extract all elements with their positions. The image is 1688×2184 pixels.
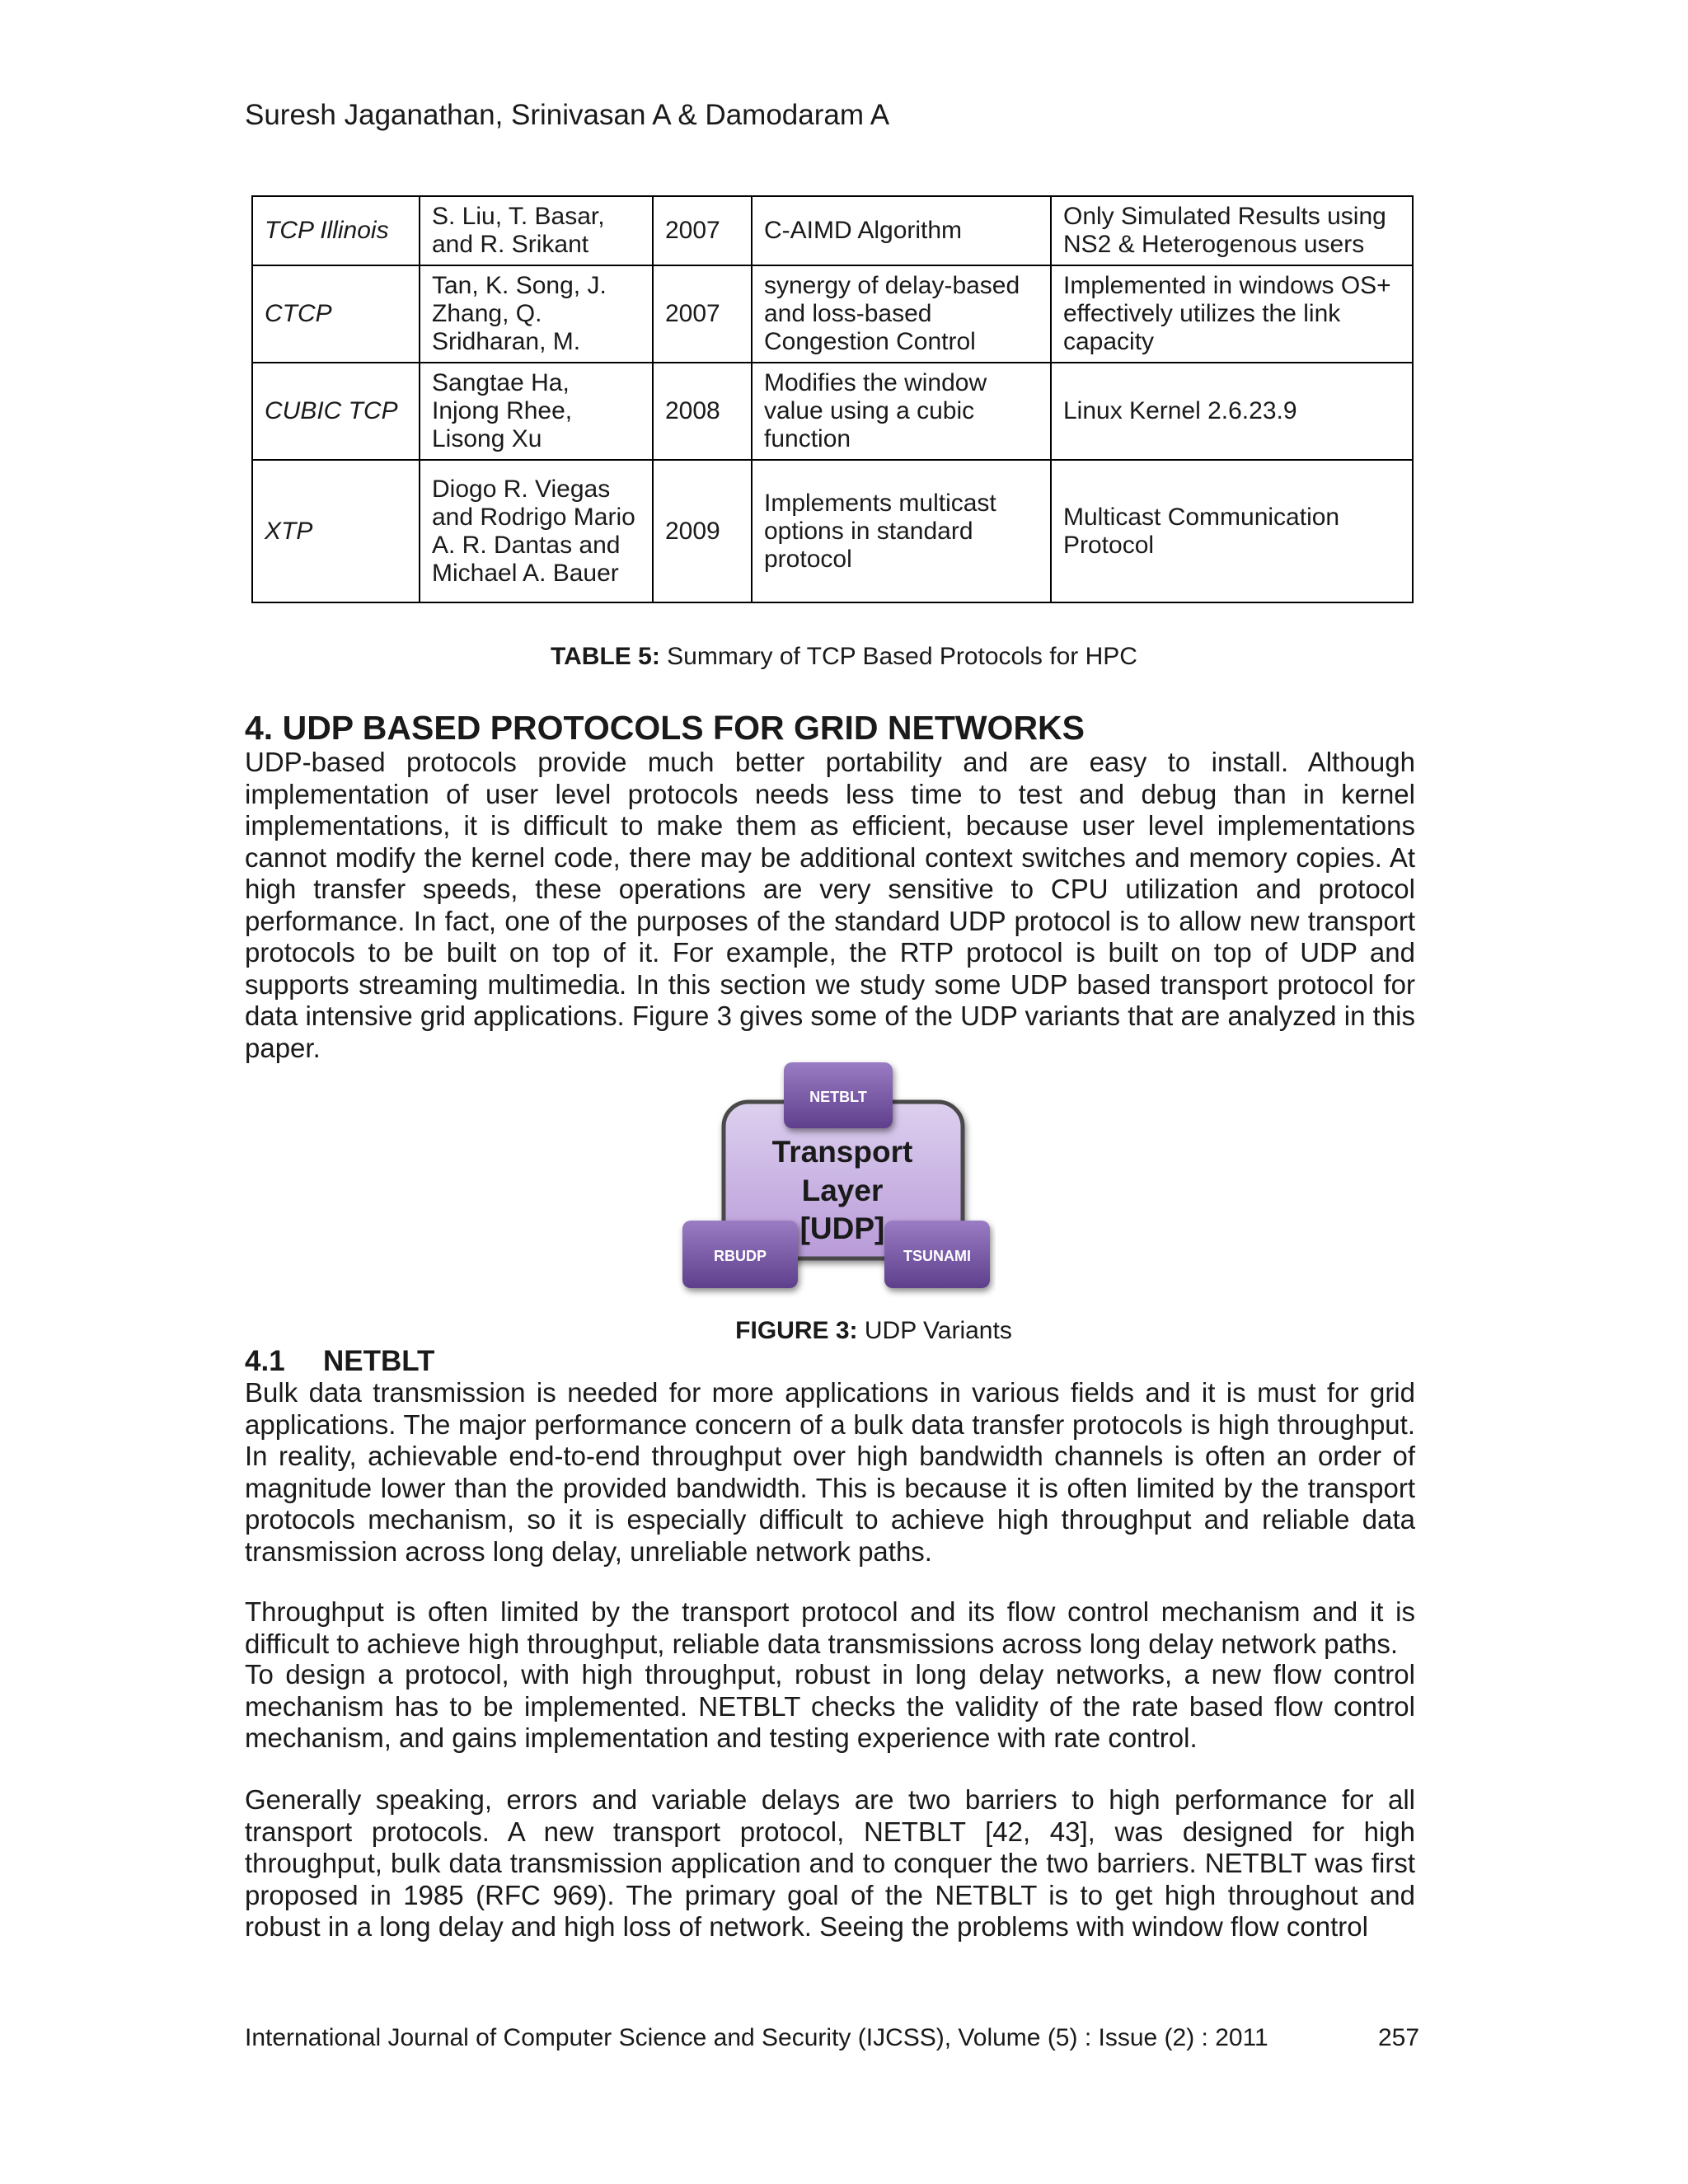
table-row [252,196,1413,265]
approach-cell: synergy of delay-based and loss-based Congestion Control [752,265,1051,363]
table-row [252,363,1413,460]
approach-cell: C-AIMD Algorithm [752,196,1051,265]
notes-cell: Linux Kernel 2.6.23.9 [1051,363,1413,460]
year-cell: 2007 [653,265,752,363]
udp-variants-diagram [674,1059,996,1298]
figure-caption [0,1315,1688,1347]
year-cell: 2009 [653,460,752,602]
protocol-cell: TCP Illinois [252,196,420,265]
year-cell: 2007 [653,196,752,265]
section-4-paragraph: UDP-based protocols provide much better portability and are easy to install. Although implementation of user level protocols needs less time to test and debug than in kernel implementations, it is difficult to make them as efficient, because user level implementations cannot modify the kernel code, there may be additional context switches and memory copies. At high transfer speeds, these operations are very sensitive to CPU utilization and protocol performance. In fact, one of the purposes of the standard UDP protocol is to allow new transport protocols to be built on top of it. For example, the RTP protocol is built on top of UDP and supports streaming multimedia. In this section we study some UDP based transport protocol for data intensive grid applications. Figure 3 gives some of the UDP variants that are analyzed in this paper. [245,747,1415,1063]
rbudp-label: RBUDP [713,1248,767,1264]
page-number: 257 [1378,2024,1420,2051]
table-row [252,460,1413,602]
authors-cell: Tan, K. Song, J. Zhang, Q. Sridharan, M. [420,265,653,363]
section-title: NETBLT [323,1345,435,1377]
approach-cell: Modifies the window value using a cubic function [752,363,1051,460]
netblt-paragraph-1: Bulk data transmission is needed for more applications in various fields and it is must for grid applications. The major performance concern of a bulk data transfer protocols is high throughput. In reality, achievable end-to-end throughput over high bandwidth channels is often an order of magnitude lower than the provided bandwidth. This is because it is often limited by the transport protocols mechanism, so it is especially difficult to achieve high throughput and reliable data transmission across long delay, unreliable network paths. [245,1377,1415,1567]
section-4-1-heading [245,1344,434,1379]
running-header: Suresh Jaganathan, Srinivasan A & Damodaram A [245,99,890,131]
notes-cell: Only Simulated Results using NS2 & Heterogenous users [1051,196,1413,265]
section-4-heading: 4. UDP BASED PROTOCOLS FOR GRID NETWORKS [245,709,1085,747]
journal-footer: International Journal of Computer Science and Security (IJCSS), Volume (5) : Issue (2) : 2011 [245,2024,1268,2051]
authors-cell: S. Liu, T. Basar, and R. Srikant [420,196,653,265]
notes-cell: Implemented in windows OS+ effectively utilizes the link capacity [1051,265,1413,363]
protocol-summary-table [251,195,1414,603]
table-caption-label: TABLE 5: [551,643,660,670]
netblt-paragraph-2: Throughput is often limited by the transport protocol and its flow control mechanism and it is difficult to achieve high throughput, reliable data transmissions across long delay network paths. [245,1596,1415,1659]
figure-caption-label: FIGURE 3: [735,1317,858,1344]
table-caption [0,641,1688,673]
netblt-paragraph-4: Generally speaking, errors and variable delays are two barriers to high performance for all transport protocols. A new transport protocol, NETBLT [42, 43], was designed for high throughput, bulk data transmission application and to conquer the two barriers. NETBLT was first proposed in 1985 (RFC 969). The primary goal of the NETBLT is to get high throughout and robust in a long delay and high loss of network. Seeing the problems with window flow control [245,1784,1415,1942]
netblt-label: NETBLT [809,1089,867,1105]
approach-cell: Implements multicast options in standard protocol [752,460,1051,602]
transport-layer-label: Transport [771,1135,913,1169]
transport-layer-label: Layer [801,1174,884,1207]
table-caption-text: Summary of TCP Based Protocols for HPC [659,643,1137,670]
notes-cell: Multicast Communication Protocol [1051,460,1413,602]
tsunami-label: TSUNAMI [903,1248,971,1264]
protocol-cell: CUBIC TCP [252,363,420,460]
table-row [252,265,1413,363]
transport-layer-label: [UDP] [799,1212,885,1245]
year-cell: 2008 [653,363,752,460]
authors-cell: Sangtae Ha, Injong Rhee, Lisong Xu [420,363,653,460]
figure-caption-text: UDP Variants [857,1317,1012,1344]
netblt-paragraph-3: To design a protocol, with high throughput, robust in long delay networks, a new flow control mechanism has to be implemented. NETBLT checks the validity of the rate based flow control mechanism, and gains implementation and testing experience with rate control. [245,1659,1415,1753]
protocol-cell: XTP [252,460,420,602]
protocol-cell: CTCP [252,265,420,363]
section-number: 4.1 [245,1345,285,1377]
authors-cell: Diogo R. Viegas and Rodrigo Mario A. R. Dantas and Michael A. Bauer [420,460,653,602]
